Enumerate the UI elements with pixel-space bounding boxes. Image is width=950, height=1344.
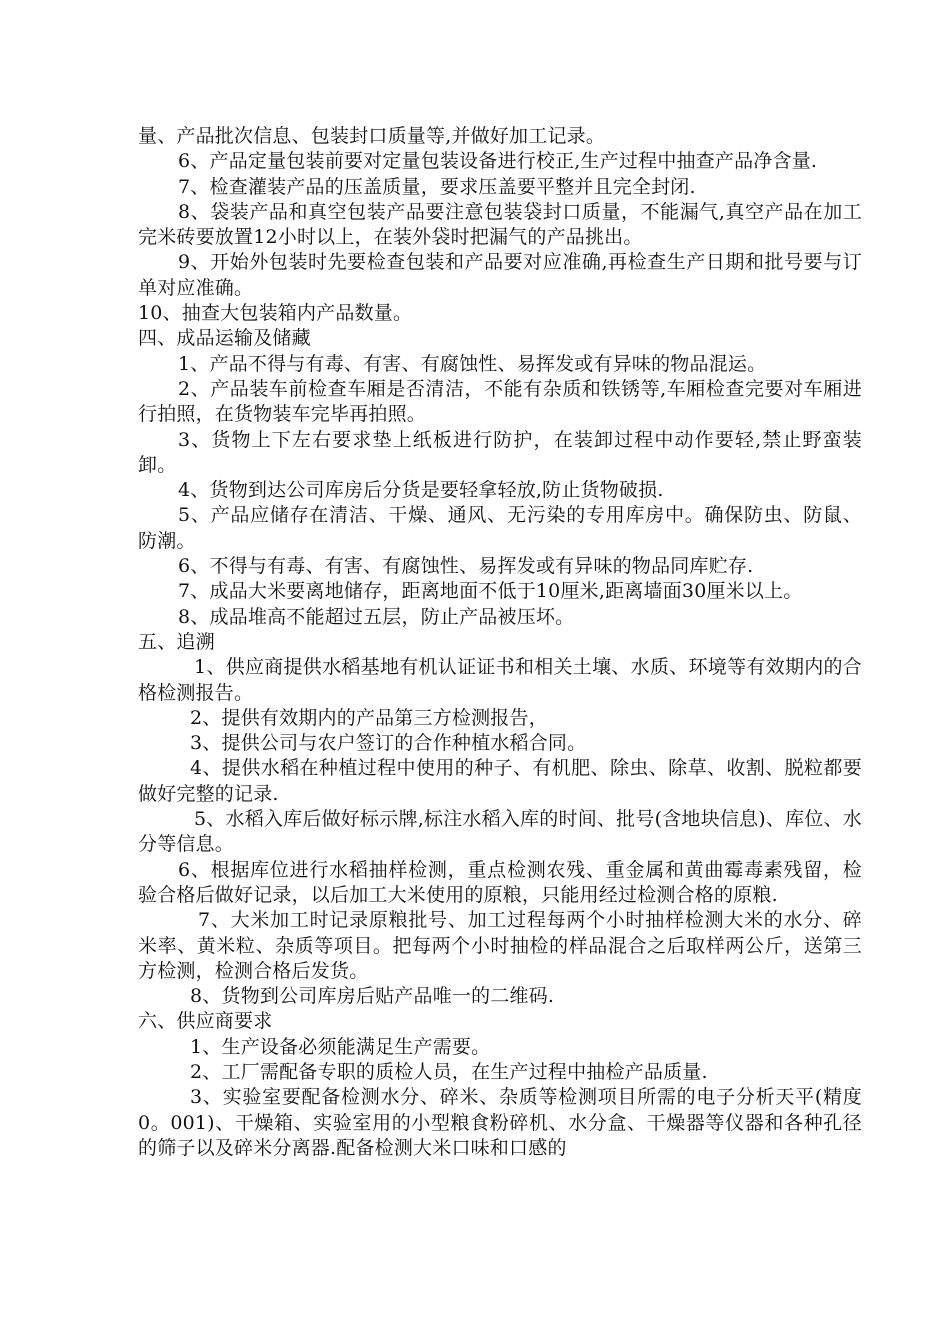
section-heading: 五、追溯 xyxy=(138,630,215,653)
paragraph: 2、提供有效期内的产品第三方检测报告， xyxy=(190,706,548,729)
paragraph: 6、不得与有毒、有害、有腐蚀性、易挥发或有异味的物品同库贮存. xyxy=(178,555,754,578)
paragraph: 7、大米加工时记录原粮批号、加工过程每两个小时抽样检测大米的水分、碎米率、黄米粒、杂质等项目。把每两个小时抽检的样品混合之后取样两公斤，送第三方检测，检测合格后发货。 xyxy=(138,909,862,982)
paragraph: 3、提供公司与农户签订的合作种植水稻合同。 xyxy=(190,732,587,755)
paragraph: 2、工厂需配备专职的质检人员，在生产过程中抽检产品质量. xyxy=(190,1060,708,1083)
paragraph: 2、产品装车前检查车厢是否清洁，不能有杂质和铁锈等,车厢检查完要对车厢进行拍照，在货物装车完毕再拍照。 xyxy=(138,377,862,426)
paragraph: 6、根据库位进行水稻抽样检测，重点检测农残、重金属和黄曲霉毒素残留，检验合格后做好记录，以后加工大米使用的原粮，只能用经过检测合格的原粮. xyxy=(138,858,862,906)
paragraph: 8、袋装产品和真空包装产品要注意包装袋封口质量，不能漏气,真空产品在加工完米砖要放置12小时以上，在装外袋时把漏气的产品挑出。 xyxy=(138,200,862,249)
paragraph: 4、提供水稻在种植过程中使用的种子、有机肥、除虫、除草、收割、脱粒都要做好完整的记录. xyxy=(138,757,862,805)
section-heading: 四、成品运输及储藏 xyxy=(138,327,311,350)
paragraph: 1、供应商提供水稻基地有机认证证书和相关土壤、水质、环境等有效期内的合格检测报告。 xyxy=(138,656,862,704)
paragraph: 量、产品批次信息、包装封口质量等,并做好加工记录。 xyxy=(138,125,606,147)
section-heading: 六、供应商要求 xyxy=(138,1010,273,1033)
paragraph: 5、水稻入库后做好标示牌,标注水稻入库的时间、批号(含地块信息)、库位、水分等信息。 xyxy=(138,808,862,856)
paragraph: 3、货物上下左右要求垫上纸板进行防护，在装卸过程中动作要轻,禁止野蛮装卸。 xyxy=(138,428,862,476)
paragraph: 1、生产设备必须能满足生产需要。 xyxy=(190,1035,491,1058)
paragraph: 7、检查灌装产品的压盖质量，要求压盖要平整并且完全封闭. xyxy=(178,175,696,198)
paragraph: 1、产品不得与有毒、有害、有腐蚀性、易挥发或有异味的物品混运。 xyxy=(178,352,767,375)
document-body xyxy=(138,124,862,1161)
paragraph: 8、成品堆高不能超过五层，防止产品被压坏。 xyxy=(178,605,575,628)
paragraph: 7、成品大米要离地储存，距离地面不低于10厘米,距离墙面30厘米以上。 xyxy=(178,580,803,603)
paragraph: 9、开始外包装时先要检查包装和产品要对应准确,再检查生产日期和批号要与订单对应准确。 xyxy=(138,251,862,299)
paragraph: 5、产品应储存在清洁、干燥、通风、无污染的专用库房中。确保防虫、防鼠、防潮。 xyxy=(138,504,862,552)
paragraph: 8、货物到公司库房后贴产品唯一的二维码. xyxy=(190,985,555,1008)
paragraph: 3、实验室要配备检测水分、碎米、杂质等检测项目所需的电子分析天平(精度0。001)、干燥箱、实验室用的小型粮食粉碎机、水分盒、干燥器等仪器和各种孔径的筛子以及碎米分离器.配备检测大米口味和口感的 xyxy=(138,1086,862,1159)
paragraph: 10、抽查大包装箱内产品数量。 xyxy=(138,302,413,325)
paragraph: 4、货物到达公司库房后分货是要轻拿轻放,防止货物破损. xyxy=(178,479,664,502)
paragraph: 6、产品定量包装前要对定量包装设备进行校正,生产过程中抽查产品净含量. xyxy=(178,150,818,173)
